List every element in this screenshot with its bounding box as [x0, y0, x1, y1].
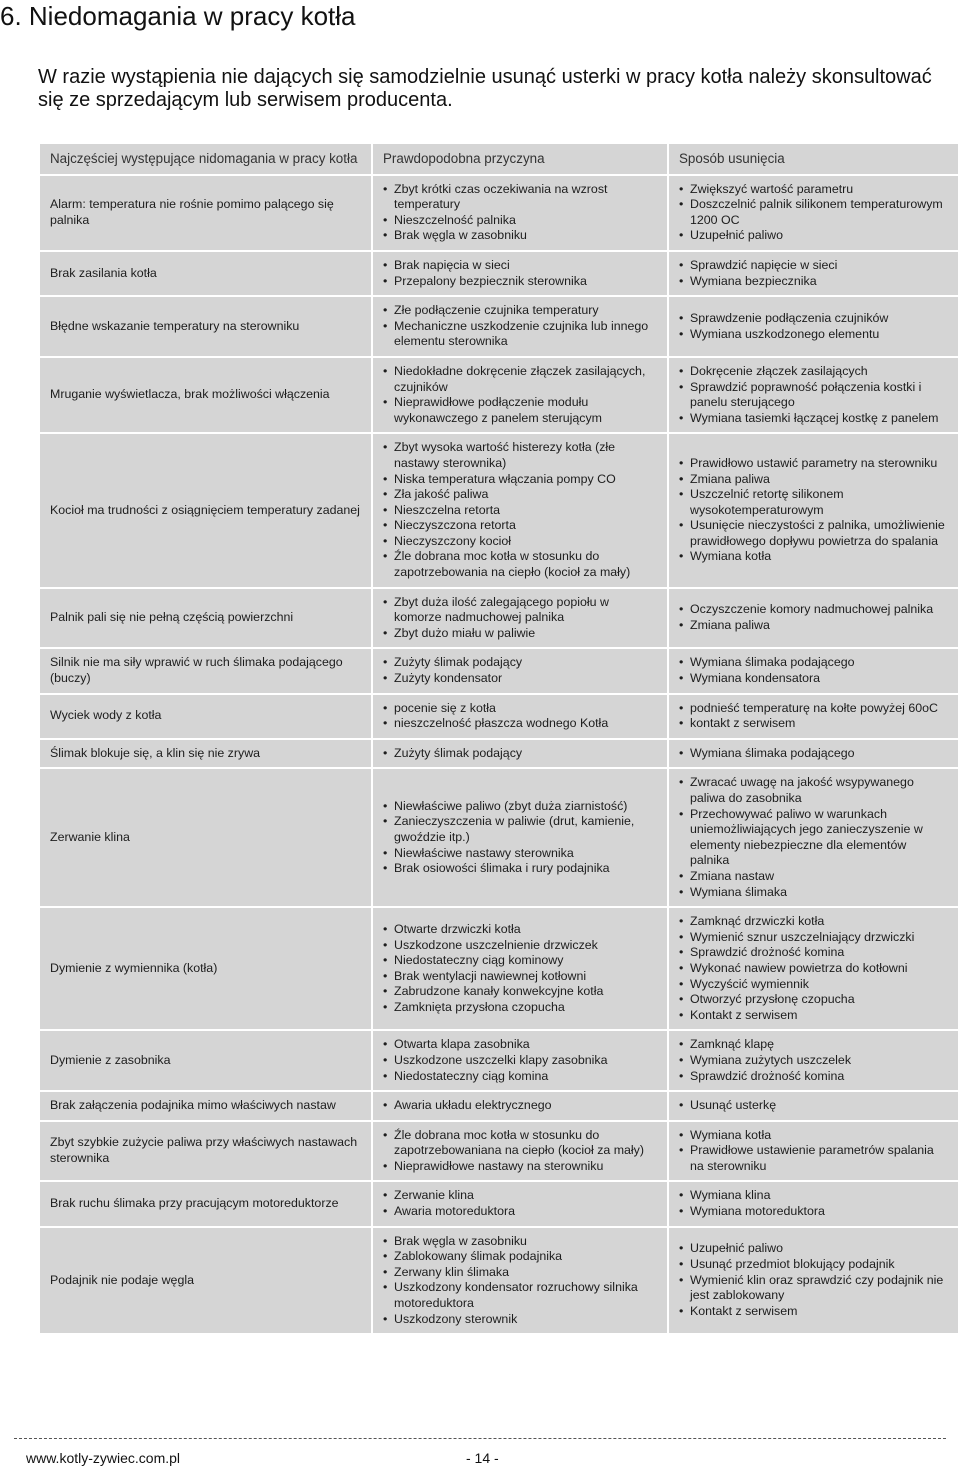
cause-list [383, 746, 657, 762]
fix-list [679, 655, 948, 686]
problem-cell: Brak zasilania kotła [39, 251, 372, 296]
footer-page-number: - 14 - [466, 1450, 499, 1466]
cause-item: • Zerwanie klina [383, 1188, 657, 1204]
cause-cell [372, 739, 668, 769]
table-row [39, 357, 959, 433]
footer-divider [14, 1438, 946, 1439]
fix-item: • Wymiana kotła [679, 549, 948, 565]
fix-cell [668, 175, 959, 251]
fix-list [679, 364, 948, 426]
fix-item: • Wymiana kondensatora [679, 671, 948, 687]
table-header-row [39, 143, 959, 175]
table-row [39, 768, 959, 907]
fix-cell [668, 433, 959, 587]
table-row [39, 296, 959, 357]
cause-cell [372, 588, 668, 649]
cause-item: • Brak osiowości ślimaka i rury podajnika [383, 861, 657, 877]
fix-item: • Wykonać nawiew powietrza do kotłowni [679, 961, 948, 977]
cause-item: • Brak wentylacji nawiewnej kotłowni [383, 969, 657, 985]
cause-cell [372, 907, 668, 1030]
table-row [39, 1121, 959, 1182]
cause-item: • Zużyty ślimak podający [383, 746, 657, 762]
fix-cell [668, 251, 959, 296]
cause-list [383, 799, 657, 877]
table-row [39, 1227, 959, 1335]
cause-cell [372, 768, 668, 907]
cause-item: • Zerwany klin ślimaka [383, 1265, 657, 1281]
cause-list [383, 440, 657, 580]
fix-item: • Wymiana klina [679, 1188, 948, 1204]
fix-item: • Doszczelnić palnik silikonem temperaturowym 1200 OC [679, 197, 948, 228]
fix-cell [668, 357, 959, 433]
fix-item: • Prawidłowo ustawić parametry na sterowniku [679, 456, 948, 472]
fix-list [679, 182, 948, 244]
cause-item: • Zbyt dużo miału w paliwie [383, 626, 657, 642]
cause-cell [372, 1091, 668, 1121]
cause-item: • Brak napięcia w sieci [383, 258, 657, 274]
problem-cell: Podajnik nie podaje węgla [39, 1227, 372, 1335]
fix-item: • Zmiana nastaw [679, 869, 948, 885]
cause-item: • Źle dobrana moc kotła w stosunku do zapotrzebowaniana na ciepło (kocioł za mały) [383, 1128, 657, 1159]
cause-item: • Źle dobrana moc kotła w stosunku do zapotrzebowania na ciepło (kocioł za mały) [383, 549, 657, 580]
fix-item: • Sprawdzić napięcie w sieci [679, 258, 948, 274]
cause-list [383, 655, 657, 686]
fix-item: • Zmiana paliwa [679, 618, 948, 634]
cause-item: • Nieczyszczona retorta [383, 518, 657, 534]
fix-list [679, 456, 948, 565]
cause-item: • Brak węgla w zasobniku [383, 228, 657, 244]
fix-item: • Wymiana bezpiecznika [679, 274, 948, 290]
cause-item: • Złe podłączenie czujnika temperatury [383, 303, 657, 319]
fix-item: • Sprawdzić drożność komina [679, 1069, 948, 1085]
cause-cell [372, 1227, 668, 1335]
problem-cell: Brak ruchu ślimaka przy pracującym motoreduktorze [39, 1181, 372, 1226]
cause-list [383, 364, 657, 426]
problem-cell: Alarm: temperatura nie rośnie pomimo palącego się palnika [39, 175, 372, 251]
cause-item: • Zła jakość paliwa [383, 487, 657, 503]
fix-item: • Wymiana kotła [679, 1128, 948, 1144]
cause-cell [372, 1121, 668, 1182]
fix-cell [668, 588, 959, 649]
fix-item: • Zwiększyć wartość parametru [679, 182, 948, 198]
table-row [39, 588, 959, 649]
fix-item: • Zamknąć klapę [679, 1037, 948, 1053]
cause-list [383, 1098, 657, 1114]
fix-list [679, 1098, 948, 1114]
troubleshooting-table [38, 142, 960, 1335]
problem-cell: Dymienie z zasobnika [39, 1030, 372, 1091]
fix-item: • Usunąć usterkę [679, 1098, 948, 1114]
fix-item: • Wymiana ślimaka [679, 885, 948, 901]
fix-list [679, 602, 948, 633]
fix-item: • Wymiana ślimaka podającego [679, 746, 948, 762]
fix-list [679, 1037, 948, 1084]
table-row [39, 694, 959, 739]
cause-item: • Przepalony bezpiecznik sterownika [383, 274, 657, 290]
cause-list [383, 258, 657, 289]
fix-cell [668, 1091, 959, 1121]
cause-item: • nieszczelność płaszcza wodnego Kotła [383, 716, 657, 732]
cause-item: • Nieczyszczony kocioł [383, 534, 657, 550]
problem-cell: Dymienie z wymiennika (kotła) [39, 907, 372, 1030]
header-problem: Najczęściej występujące nidomagania w pracy kotła [39, 143, 372, 175]
problem-cell: Zbyt szybkie zużycie paliwa przy właściwych nastawach sterownika [39, 1121, 372, 1182]
cause-cell [372, 1181, 668, 1226]
fix-list [679, 1128, 948, 1175]
cause-list [383, 922, 657, 1016]
fix-cell [668, 768, 959, 907]
table-row [39, 251, 959, 296]
fix-item: • Wymiana zużytych uszczelek [679, 1053, 948, 1069]
table-row [39, 648, 959, 693]
fix-item: • Dokręcenie złączek zasilających [679, 364, 948, 380]
cause-cell [372, 175, 668, 251]
cause-cell [372, 694, 668, 739]
header-cause: Prawdopodobna przyczyna [372, 143, 668, 175]
fix-item: • Prawidłowe ustawienie parametrów spalania na sterowniku [679, 1143, 948, 1174]
fix-cell [668, 694, 959, 739]
fix-cell [668, 1227, 959, 1335]
cause-item: • Nieprawidłowe podłączenie modułu wykonawczego z panelem sterującym [383, 395, 657, 426]
cause-cell [372, 648, 668, 693]
fix-list [679, 701, 948, 732]
cause-item: • Niska temperatura włączania pompy CO [383, 472, 657, 488]
fix-cell [668, 907, 959, 1030]
cause-item: • Niedokładne dokręcenie złączek zasilających, czujników [383, 364, 657, 395]
header-solution: Sposób usunięcia [668, 143, 959, 175]
problem-cell: Wyciek wody z kotła [39, 694, 372, 739]
cause-item: • Zbyt krótki czas oczekiwania na wzrost temperatury [383, 182, 657, 213]
cause-item: • Zużyty ślimak podający [383, 655, 657, 671]
fix-item: • Kontakt z serwisem [679, 1304, 948, 1320]
cause-item: • Otwarta klapa zasobnika [383, 1037, 657, 1053]
fix-list [679, 775, 948, 900]
fix-item: • Sprawdzenie podłączenia czujników [679, 311, 948, 327]
cause-cell [372, 296, 668, 357]
fix-item: • Otworzyć przysłonę czopucha [679, 992, 948, 1008]
fix-item: • Wymienić sznur uszczelniający drzwiczki [679, 930, 948, 946]
fix-item: • Zamknąć drzwiczki kotła [679, 914, 948, 930]
table-row [39, 907, 959, 1030]
cause-item: • Uszkodzone uszczelki klapy zasobnika [383, 1053, 657, 1069]
cause-item: • Zużyty kondensator [383, 671, 657, 687]
cause-item: • Uszkodzony sterownik [383, 1312, 657, 1328]
table-row [39, 1091, 959, 1121]
page-title: 6. Niedomagania w pracy kotła [0, 1, 356, 31]
table-body [39, 175, 959, 1335]
cause-item: • pocenie się z kotła [383, 701, 657, 717]
cause-item: • Niewłaściwe nastawy sterownika [383, 846, 657, 862]
fix-list [679, 258, 948, 289]
fix-item: • Wymiana tasiemki łączącej kostkę z panelem [679, 411, 948, 427]
cause-item: • Uszkodzony kondensator rozruchowy silnika motoreduktora [383, 1280, 657, 1311]
cause-item: • Zamknięta przysłona czopucha [383, 1000, 657, 1016]
problem-cell: Mruganie wyświetlacza, brak możliwości włączenia [39, 357, 372, 433]
problem-cell: Ślimak blokuje się, a klin się nie zrywa [39, 739, 372, 769]
fix-item: • Wymienić klin oraz sprawdzić czy podajnik nie jest zablokowany [679, 1273, 948, 1304]
fix-list [679, 1188, 948, 1219]
fix-item: • Wymiana ślimaka podającego [679, 655, 948, 671]
fix-item: • Sprawdzić poprawność połączenia kostki i panelu sterującego [679, 380, 948, 411]
cause-item: • Awaria motoreduktora [383, 1204, 657, 1220]
cause-item: • Uszkodzone uszczelnienie drzwiczek [383, 938, 657, 954]
cause-list [383, 303, 657, 350]
cause-item: • Zabrudzone kanały konwekcyjne kotła [383, 984, 657, 1000]
cause-item: • Nieszczelność palnika [383, 213, 657, 229]
table-row [39, 739, 959, 769]
cause-cell [372, 1030, 668, 1091]
cause-item: • Niedostateczny ciąg komina [383, 1069, 657, 1085]
fix-cell [668, 1121, 959, 1182]
cause-cell [372, 251, 668, 296]
cause-item: • Mechaniczne uszkodzenie czujnika lub innego elementu sterownika [383, 319, 657, 350]
troubleshooting-table-wrapper [38, 142, 958, 1335]
fix-item: • podnieść temperaturę na kołte powyżej 60oC [679, 701, 948, 717]
fix-item: • Usunąć przedmiot blokujący podajnik [679, 1257, 948, 1273]
cause-item: • Brak węgla w zasobniku [383, 1234, 657, 1250]
cause-item: • Zanieczyszczenia w paliwie (drut, kamienie, gwoździe itp.) [383, 814, 657, 845]
cause-item: • Niedostateczny ciąg kominowy [383, 953, 657, 969]
fix-item: • Oczyszczenie komory nadmuchowej palnika [679, 602, 948, 618]
cause-list [383, 1234, 657, 1328]
cause-list [383, 182, 657, 244]
problem-cell: Silnik nie ma siły wprawić w ruch ślimaka podającego (buczy) [39, 648, 372, 693]
cause-item: • Otwarte drzwiczki kotła [383, 922, 657, 938]
fix-item: • Uzupełnić paliwo [679, 228, 948, 244]
table-row [39, 433, 959, 587]
problem-cell: Palnik pali się nie pełną częścią powierzchni [39, 588, 372, 649]
cause-item: • Nieszczelna retorta [383, 503, 657, 519]
cause-list [383, 1037, 657, 1084]
cause-item: • Zbyt duża ilość zalegającego popiołu w komorze nadmuchowej palnika [383, 595, 657, 626]
footer-url: www.kotly-zywiec.com.pl [26, 1450, 181, 1466]
fix-item: • Wymiana uszkodzonego elementu [679, 327, 948, 343]
problem-cell: Zerwanie klina [39, 768, 372, 907]
fix-item: • Wyczyścić wymiennik [679, 977, 948, 993]
fix-cell [668, 296, 959, 357]
fix-item: • Uzupełnić paliwo [679, 1241, 948, 1257]
table-row [39, 175, 959, 251]
fix-item: • Wymiana motoreduktora [679, 1204, 948, 1220]
fix-item: • Uszczelnić retortę silikonem wysokotemperaturowym [679, 487, 948, 518]
fix-cell [668, 648, 959, 693]
fix-item: • Kontakt z serwisem [679, 1008, 948, 1024]
fix-list [679, 914, 948, 1023]
table-row [39, 1030, 959, 1091]
table-row [39, 1181, 959, 1226]
fix-item: • Zwracać uwagę na jakość wsypywanego paliwa do zasobnika [679, 775, 948, 806]
intro-paragraph: W razie wystąpienia nie dających się samodzielnie usunąć usterki w pracy kotła należy skonsultować się ze sprzedającym lub serwisem producenta. [38, 66, 932, 111]
problem-cell: Brak załączenia podajnika mimo właściwych nastaw [39, 1091, 372, 1121]
fix-list [679, 311, 948, 342]
fix-item: • Przechowywać paliwo w warunkach uniemożliwiających jego zanieczyszenie w elementy niebezpieczne dla elementów palnika [679, 807, 948, 869]
cause-item: • Zablokowany ślimak podajnika [383, 1249, 657, 1265]
cause-item: • Zbyt wysoka wartość histerezy kotła (złe nastawy sterownika) [383, 440, 657, 471]
cause-item: • Nieprawidłowe nastawy na sterowniku [383, 1159, 657, 1175]
fix-list [679, 746, 948, 762]
fix-item: • Sprawdzić drożność komina [679, 945, 948, 961]
problem-cell: Błędne wskazanie temperatury na sterowniku [39, 296, 372, 357]
fix-cell [668, 1181, 959, 1226]
cause-cell [372, 433, 668, 587]
cause-cell [372, 357, 668, 433]
cause-item: • Awaria układu elektrycznego [383, 1098, 657, 1114]
fix-cell [668, 739, 959, 769]
cause-list [383, 595, 657, 642]
problem-cell: Kocioł ma trudności z osiągnięciem temperatury zadanej [39, 433, 372, 587]
cause-item: • Niewłaściwe paliwo (zbyt duża ziarnistość) [383, 799, 657, 815]
fix-cell [668, 1030, 959, 1091]
fix-item: • Usunięcie nieczystości z palnika, umożliwienie prawidłowego dopływu powietrza do spalania [679, 518, 948, 549]
cause-list [383, 1188, 657, 1219]
fix-list [679, 1241, 948, 1319]
cause-list [383, 1128, 657, 1175]
fix-item: • Zmiana paliwa [679, 472, 948, 488]
cause-list [383, 701, 657, 732]
fix-item: • kontakt z serwisem [679, 716, 948, 732]
